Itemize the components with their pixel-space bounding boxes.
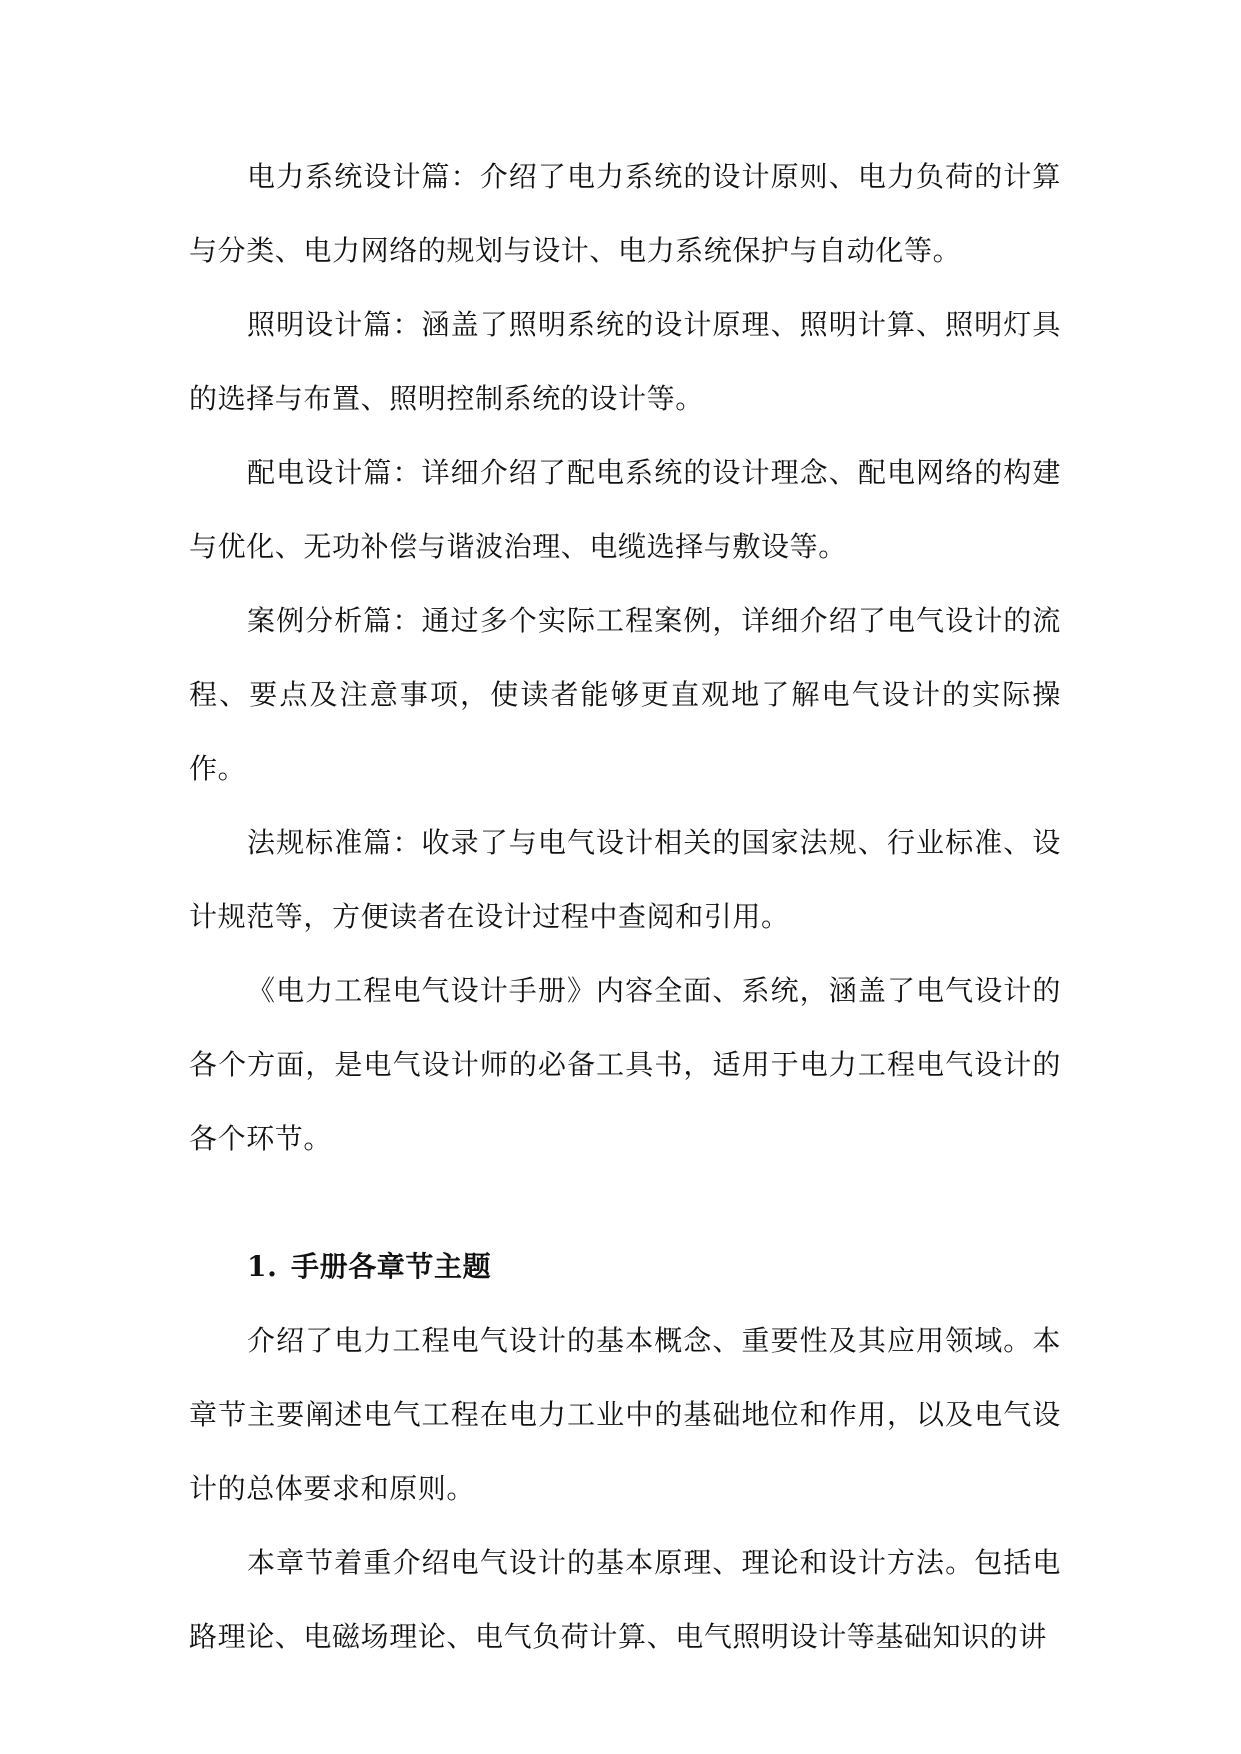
paragraph-distribution-design: 配电设计篇：详细介绍了配电系统的设计理念、配电网络的构建与优化、无功补偿与谐波治理、电缆选择与敷设等。 xyxy=(189,456,1061,563)
paragraph-case-analysis: 案例分析篇：通过多个实际工程案例，详细介绍了电气设计的流程、要点及注意事项，使读者能够更直观地了解电气设计的实际操作。 xyxy=(189,604,1061,785)
section-number: 1. xyxy=(247,1250,278,1283)
paragraph-handbook-summary: 《电力工程电气设计手册》内容全面、系统，涵盖了电气设计的各个方面，是电气设计师的必备工具书，适用于电力工程电气设计的各个环节。 xyxy=(189,974,1061,1155)
section-title: 手册各章节主题 xyxy=(291,1250,492,1283)
paragraph-regulations-standards: 法规标准篇：收录了与电气设计相关的国家法规、行业标准、设计规范等，方便读者在设计过程中查阅和引用。 xyxy=(189,826,1061,933)
paragraph-chapter-intro: 介绍了电力工程电气设计的基本概念、重要性及其应用领域。本章节主要阐述电气工程在电力工业中的基础地位和作用，以及电气设计的总体要求和原则。 xyxy=(189,1324,1061,1505)
document-body xyxy=(189,140,1061,1674)
section-heading xyxy=(189,1230,1061,1304)
paragraph-lighting-design: 照明设计篇：涵盖了照明系统的设计原理、照明计算、照明灯具的选择与布置、照明控制系统的设计等。 xyxy=(189,308,1061,415)
paragraph-power-system-design: 电力系统设计篇：介绍了电力系统的设计原则、电力负荷的计算与分类、电力网络的规划与设计、电力系统保护与自动化等。 xyxy=(189,160,1061,267)
paragraph-chapter-principles: 本章节着重介绍电气设计的基本原理、理论和设计方法。包括电路理论、电磁场理论、电气负荷计算、电气照明设计等基础知识的讲 xyxy=(189,1546,1061,1653)
